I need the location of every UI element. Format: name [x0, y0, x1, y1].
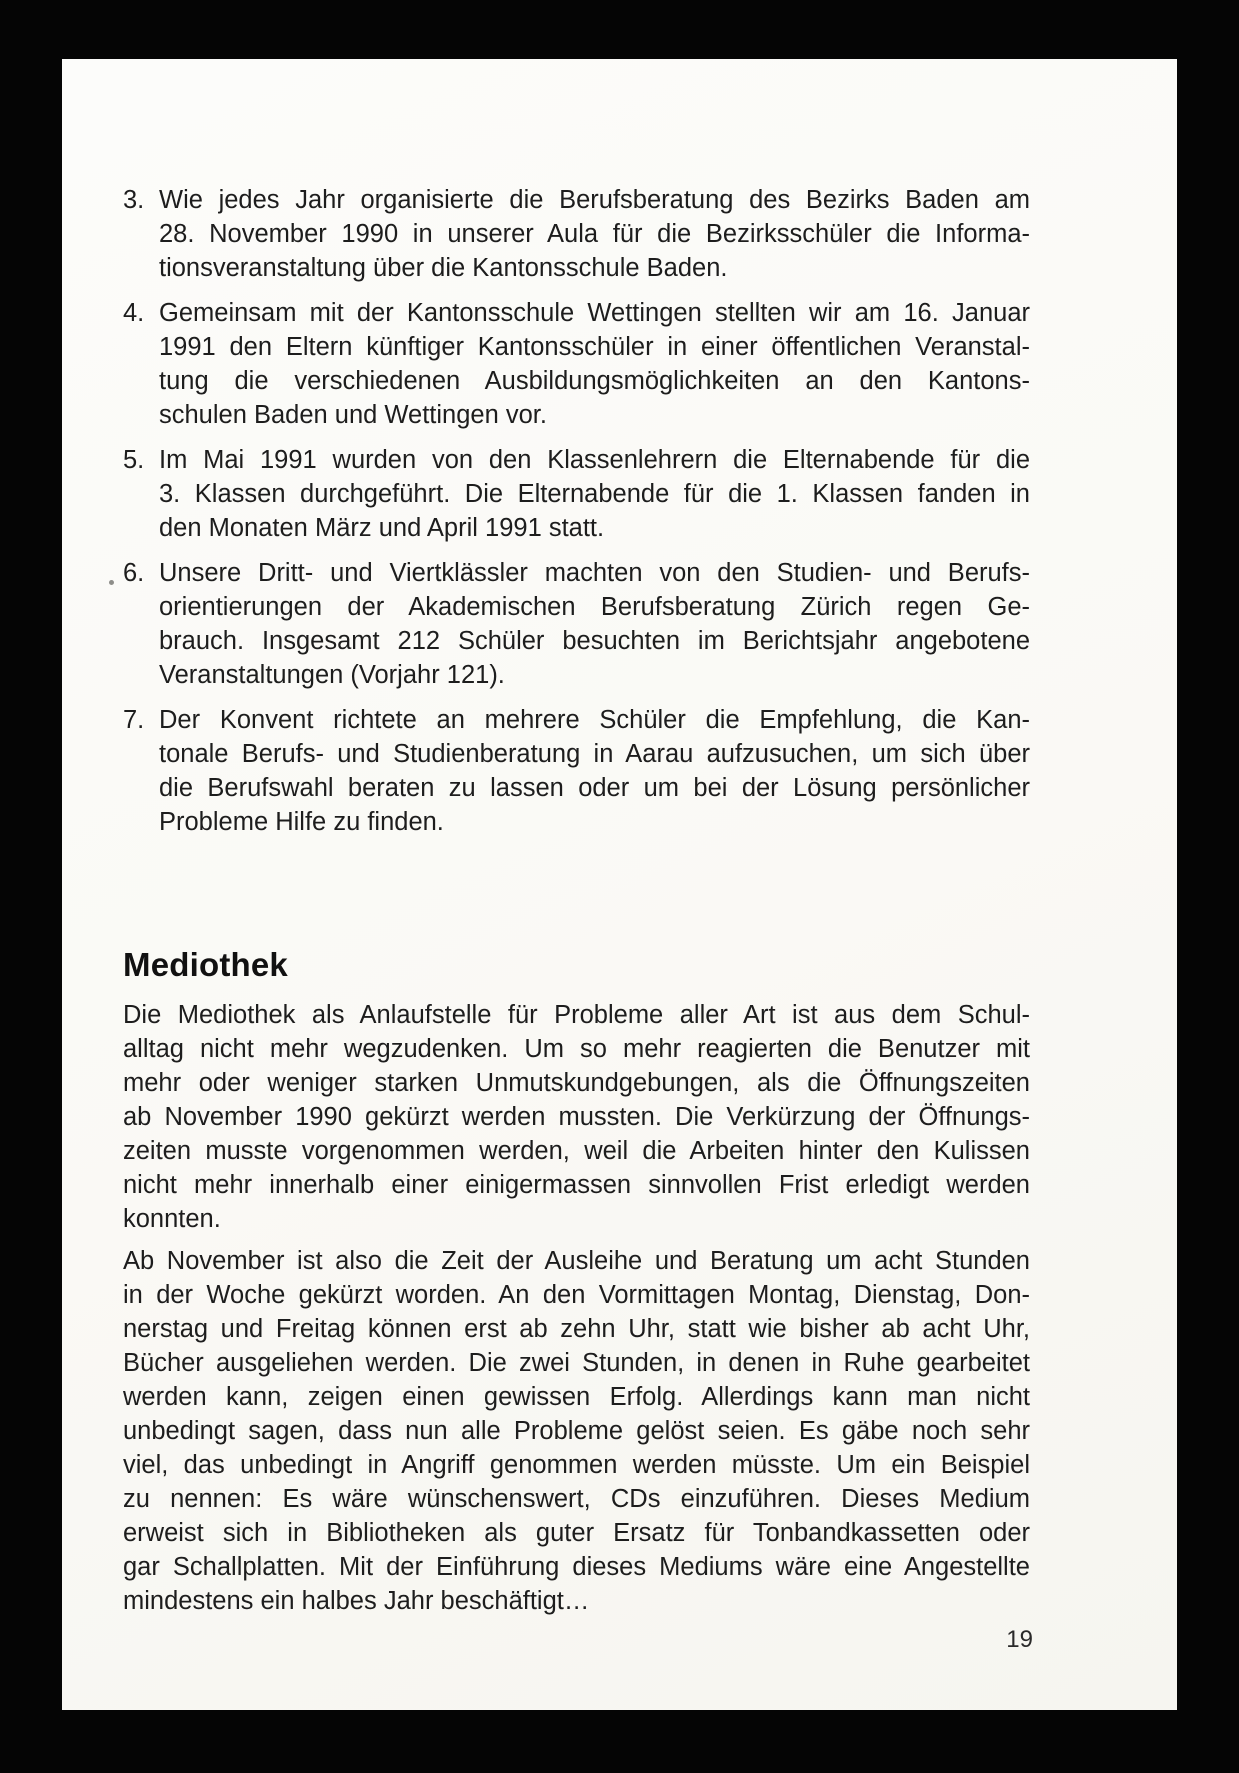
text-line: Unsere Dritt- und Viertklässler machten von den Studien- und Berufs- — [159, 559, 1030, 587]
document-page — [62, 59, 1177, 1710]
list-item-number: 4. — [123, 299, 145, 327]
text-line: tonale Berufs- und Studienberatung in Aarau aufzusuchen, um sich über — [159, 740, 1030, 768]
text-line: 3. Klassen durchgeführt. Die Elternabende für die 1. Klassen fanden in — [159, 480, 1030, 508]
list-item — [123, 296, 1030, 432]
scan-speck — [109, 580, 114, 585]
text-line: mindestens ein halbes Jahr beschäftigt… — [123, 1587, 590, 1615]
text-line: Im Mai 1991 wurden von den Klassenlehrern die Elternabende für die — [159, 446, 1030, 474]
text-line: mehr oder weniger starken Unmutskundgebungen, als die Öffnungszeiten — [123, 1069, 1030, 1097]
text-line: zeiten musste vorgenommen werden, weil die Arbeiten hinter den Kulissen — [123, 1137, 1030, 1165]
text-line: Probleme Hilfe zu finden. — [159, 808, 444, 836]
text-line: ab November 1990 gekürzt werden mussten. Die Verkürzung der Öffnungs- — [123, 1103, 1030, 1131]
text-line: alltag nicht mehr wegzudenken. Um so mehr reagierten die Benutzer mit — [123, 1035, 1030, 1063]
text-line: Die Mediothek als Anlaufstelle für Probleme aller Art ist aus dem Schul- — [123, 1001, 1030, 1029]
text-line: tionsveranstaltung über die Kantonsschule Baden. — [159, 254, 728, 282]
list-item — [123, 443, 1030, 545]
page-number: 19 — [1006, 1626, 1033, 1653]
text-line: Wie jedes Jahr organisierte die Berufsberatung des Bezirks Baden am — [159, 186, 1030, 214]
page-content — [123, 183, 1030, 1626]
text-line: erweist sich in Bibliotheken als guter Ersatz für Tonbandkassetten oder — [123, 1519, 1030, 1547]
text-line: in der Woche gekürzt worden. An den Vormittagen Montag, Dienstag, Don- — [123, 1281, 1030, 1309]
text-line: die Berufswahl beraten zu lassen oder um bei der Lösung persönlicher — [159, 774, 1030, 802]
list-item — [123, 556, 1030, 692]
list-item — [123, 703, 1030, 839]
text-line: Bücher ausgeliehen werden. Die zwei Stunden, in denen in Ruhe gearbeitet — [123, 1349, 1030, 1377]
paragraph — [123, 998, 1030, 1236]
list-item-number: 7. — [123, 706, 145, 734]
text-line: unbedingt sagen, dass nun alle Probleme gelöst seien. Es gäbe noch sehr — [123, 1417, 1030, 1445]
text-line: 28. November 1990 in unserer Aula für die Bezirksschüler die Informa- — [159, 220, 1030, 248]
text-line: Veranstaltungen (Vorjahr 121). — [159, 661, 505, 689]
list-item-number: 5. — [123, 446, 145, 474]
text-line: brauch. Insgesamt 212 Schüler besuchten im Berichtsjahr angebotene — [159, 627, 1030, 655]
text-line: schulen Baden und Wettingen vor. — [159, 401, 547, 429]
list-item — [123, 183, 1030, 285]
text-line: Der Konvent richtete an mehrere Schüler die Empfehlung, die Kan- — [159, 706, 1030, 734]
text-line: tung die verschiedenen Ausbildungsmöglichkeiten an den Kantons- — [159, 367, 1030, 395]
list-item-number: 3. — [123, 186, 145, 214]
text-line: 1991 den Eltern künftiger Kantonsschüler in einer öffentlichen Veranstal- — [159, 333, 1030, 361]
text-line: Gemeinsam mit der Kantonsschule Wettingen stellten wir am 16. Januar — [159, 299, 1030, 327]
paragraph — [123, 1244, 1030, 1618]
list-item-number: 6. — [123, 559, 145, 587]
text-line: konnten. — [123, 1205, 221, 1233]
text-line: nicht mehr innerhalb einer einigermassen sinnvollen Frist erledigt werden — [123, 1171, 1030, 1199]
text-line: werden kann, zeigen einen gewissen Erfolg. Allerdings kann man nicht — [123, 1383, 1030, 1411]
text-line: den Monaten März und April 1991 statt. — [159, 514, 605, 542]
text-line: gar Schallplatten. Mit der Einführung dieses Mediums wäre eine Angestellte — [123, 1553, 1030, 1581]
text-line: viel, das unbedingt in Angriff genommen werden müsste. Um ein Beispiel — [123, 1451, 1030, 1479]
text-line: Ab November ist also die Zeit der Ausleihe und Beratung um acht Stunden — [123, 1247, 1030, 1275]
section-heading: Mediothek — [123, 946, 288, 983]
text-line: nerstag und Freitag können erst ab zehn Uhr, statt wie bisher ab acht Uhr, — [123, 1315, 1030, 1343]
text-line: orientierungen der Akademischen Berufsberatung Zürich regen Ge- — [159, 593, 1030, 621]
text-line: zu nennen: Es wäre wünschenswert, CDs einzuführen. Dieses Medium — [123, 1485, 1030, 1513]
